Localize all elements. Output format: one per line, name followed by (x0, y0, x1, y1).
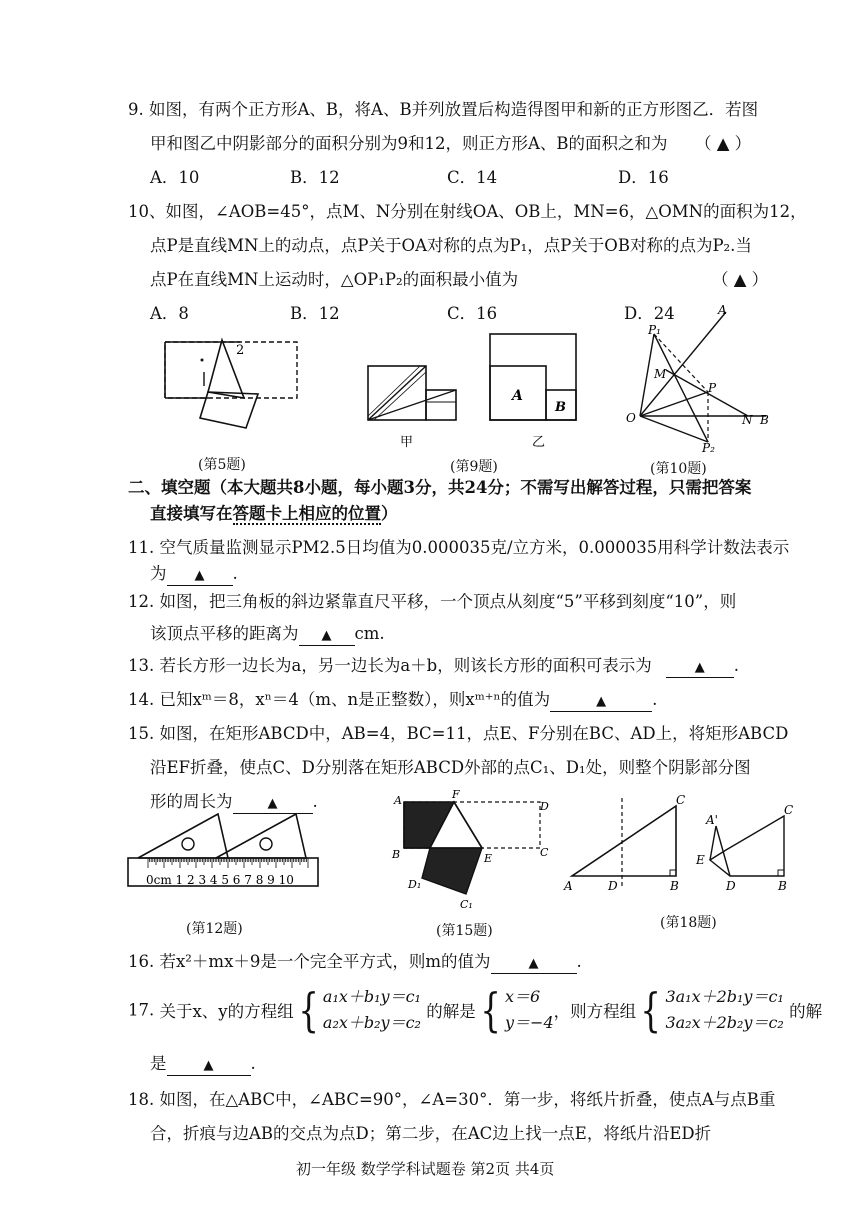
q15-line2: 沿EF折叠，使点C、D分别落在矩形ABCD外部的点C₁、D₁处，则整个阴影部分图 (150, 758, 751, 777)
section2-title: 二、填空题（本大题共8小题，每小题3分，共24分；不需写出解答过程，只需把答案 (128, 478, 752, 497)
q11-line2: 为 ▲ . (150, 560, 238, 586)
q15-line1: 15. 如图，在矩形ABCD中，AB=4，BC=11，点E、F分别在BC、AD上，将矩形ABCD (128, 724, 789, 743)
q10-option-c: C．16 (447, 304, 498, 323)
page-footer: 初一年级 数学学科试题卷 第2页 共4页 (296, 1160, 555, 1178)
q10-option-b: B．12 (290, 304, 340, 323)
q9-label-jia: 甲 (400, 435, 414, 450)
section2-title-line2: 直接填写在答题卡上相应的位置） (150, 504, 398, 523)
q15-caption: (第15题) (436, 923, 493, 939)
q15-label-c: C (540, 846, 549, 859)
q14-line: 14. 已知xᵐ＝8，xⁿ＝4（m、n是正整数），则xᵐ⁺ⁿ的值为 ▲ . (128, 686, 657, 712)
q15-number: 15. (128, 724, 155, 743)
figure-q5 (160, 334, 310, 434)
q15-label-d: D (540, 800, 549, 813)
q17-system-2: 3a₁x＋2b₁y＝c₁ 3a₂x＋2b₂y＝c₂ (665, 987, 784, 1032)
q13-number: 13. (128, 656, 155, 675)
q17-system-1: a₁x＋b₁y＝c₁ a₂x＋b₂y＝c₂ (322, 987, 421, 1032)
q18-caption: (第18题) (660, 915, 717, 931)
q9-line1: 9. 如图，有两个正方形A、B，将A、B并列放置后构造得图甲和新的正方形图乙．若图 (128, 100, 759, 119)
q15-label-b: B (392, 848, 401, 861)
q12-number: 12. (128, 592, 155, 611)
q17-solution: x＝6 y＝−4 (505, 987, 554, 1032)
q9-line2: 甲和图乙中阴影部分的面积分别为9和12，则正方形A、B的面积之和为 (150, 134, 668, 153)
q13-line: 13. 若长方形一边长为a，另一边长为a＋b，则该长方形的面积可表示为 ▲ . (128, 652, 739, 678)
q9-label-a: A (512, 388, 523, 404)
q18-line1: 18. 如图，在△ABC中，∠ABC=90°，∠A=30°．第一步，将纸片折叠，使点A与点B重 (128, 1090, 776, 1109)
q9-caption: (第9题) (450, 459, 498, 475)
q16-answer-blank: ▲ (491, 953, 577, 974)
q18-label-b: B (670, 879, 679, 893)
q17-brace-2: { (480, 983, 501, 1037)
q10-line1: 10、如图，∠AOB=45°，点M、N分别在射线OA、OB上，MN=6，△OMN的面积为12， (128, 202, 807, 221)
q11-number: 11. (128, 538, 155, 557)
q10-line2: 点P是直线MN上的动点，点P关于OA对称的点为P₁，点P关于OB对称的点为P₂.当 (150, 236, 752, 255)
q10-line3: 点P在直线MN上运动时，△OP₁P₂的面积最小值为 (150, 270, 519, 289)
figure-q18 (560, 790, 810, 900)
q10-caption: (第10题) (650, 461, 707, 477)
figure-q9 (360, 332, 590, 452)
q9-answer-mark: （ ▲ ） (695, 134, 752, 153)
q18-label-d: D (608, 879, 618, 893)
q17-number: 17. (128, 1000, 155, 1020)
q17-brace-3: { (640, 983, 662, 1037)
q14-answer-blank: ▲ (550, 691, 652, 712)
q9-option-a: A．10 (150, 168, 200, 187)
q15-answer-blank: ▲ (233, 793, 313, 814)
q15-label-f: F (452, 790, 460, 801)
q10-label-p2: P₂ (702, 441, 715, 455)
q10-number: 10、 (128, 202, 166, 221)
q18-label-b2: B (778, 879, 787, 893)
figure-q10 (620, 304, 780, 456)
q13-answer-blank: ▲ (666, 657, 734, 678)
q9-option-d: D．16 (618, 168, 669, 187)
q10-option-d: D．24 (624, 304, 675, 323)
q5-label-2: 2 (236, 343, 245, 358)
q10-label-o: O (626, 411, 636, 425)
q18-label-a-prime: A' (706, 813, 718, 827)
q10-answer-mark: （ ▲ ） (712, 270, 769, 289)
q10-label-a: A (718, 304, 727, 317)
q15-line3: 形的周长为 ▲ . (150, 788, 318, 814)
q12-caption: (第12题) (186, 921, 243, 937)
q9-label-b: B (555, 400, 566, 415)
q18-label-d2: D (726, 879, 736, 893)
q11-line1: 11. 空气质量监测显示PM2.5日均值为0.000035克/立方米，0.000035用科学计数法表示 (128, 538, 790, 557)
q10-label-m: M (654, 367, 667, 381)
q12-ruler-labels: 0cm 1 2 3 4 5 6 7 8 9 10 (146, 873, 294, 887)
q18-line2: 合，折痕与边AB的交点为点D；第二步，在AC边上找一点E，将纸片沿ED折 (150, 1124, 712, 1143)
q18-label-c: C (676, 793, 686, 807)
q9-option-b: B．12 (290, 168, 340, 187)
q15-label-d1: D₁ (408, 878, 422, 891)
q17-line1: 17. 关于x、y的方程组{ a₁x＋b₁y＝c₁ a₂x＋b₂y＝c₂ 的解是{ x＝6 y＝−4，则方程组{ 3a₁x＋2b₁y＝c₁ 3a₂x＋2b₂y＝c₂ 的解 (128, 983, 823, 1037)
q15-label-c1: C₁ (460, 898, 473, 911)
q10-label-p1: P₁ (648, 323, 661, 337)
q12-answer-blank: ▲ (299, 625, 355, 646)
q9-label-yi: 乙 (532, 435, 546, 450)
q17-answer-blank: ▲ (167, 1055, 251, 1076)
q12-line2: 该顶点平移的距离为 ▲ cm. (150, 620, 385, 646)
q18-label-a: A (564, 879, 573, 893)
q9-option-c: C．14 (447, 168, 498, 187)
q16-number: 16. (128, 952, 155, 971)
q10-label-b: B (760, 413, 769, 427)
q10-label-p: P (708, 381, 717, 395)
q17-brace-1: { (298, 983, 319, 1037)
figure-q15 (388, 790, 563, 915)
q18-label-e: E (696, 853, 705, 867)
q5-caption: (第5题) (198, 457, 246, 473)
q15-label-a: A (394, 794, 402, 807)
q11-answer-blank: ▲ (167, 565, 233, 586)
q9-number: 9. (128, 100, 144, 119)
q10-label-n: N (742, 413, 753, 427)
q18-number: 18. (128, 1090, 155, 1109)
q17-line2: 是 ▲ . (150, 1050, 256, 1076)
q18-label-c2: C (784, 803, 794, 817)
q15-label-e: E (484, 852, 493, 865)
q10-option-a: A．8 (150, 304, 189, 323)
q16-line: 16. 若x²＋mx＋9是一个完全平方式，则m的值为 ▲ . (128, 948, 582, 974)
q12-line1: 12. 如图，把三角板的斜边紧靠直尺平移，一个顶点从刻度“5”平移到刻度“10”，则 (128, 592, 737, 611)
figure-q12 (124, 800, 324, 896)
q14-number: 14. (128, 690, 155, 709)
